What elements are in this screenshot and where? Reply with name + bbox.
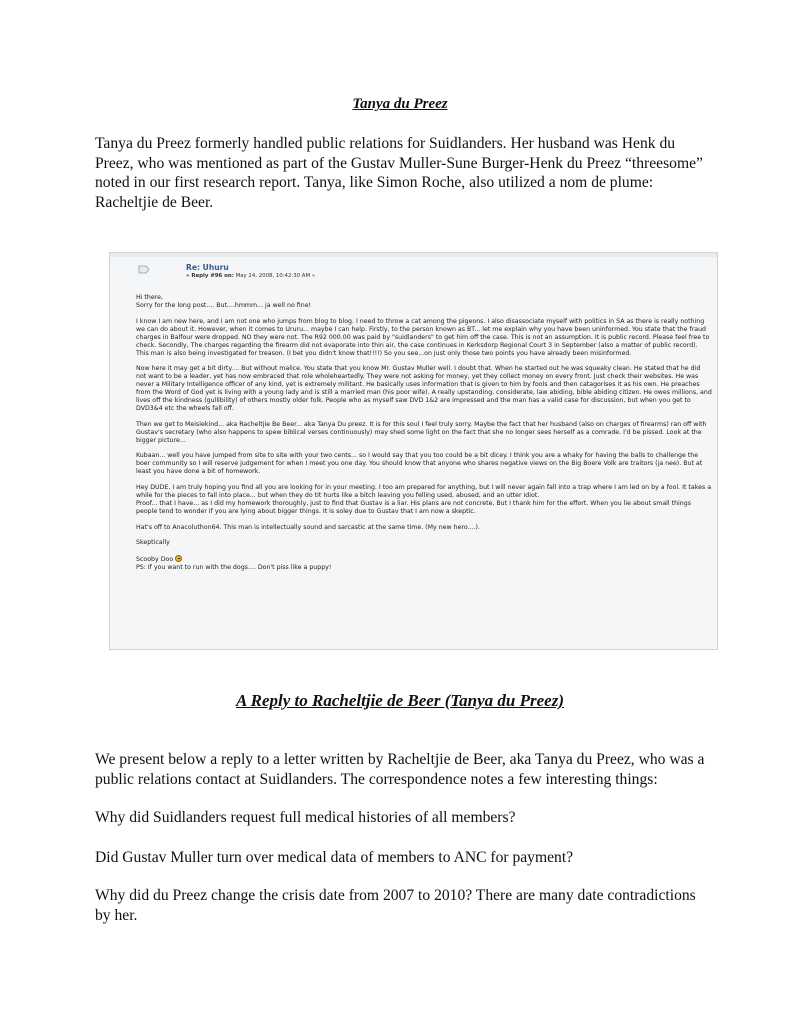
post-paragraph: Hat's off to Anacoluthon64. This man is intellectually sound and sarcastic at the same time. (My new hero....).: [136, 523, 480, 531]
post-paragraph: Now here it may get a bit dirty.... But without malice. You state that you know Mr. Gustav Muller well. I doubt that. When he started out he was squeaky clean. He stated that he did not want to be a leader, yet has now embraced that role wholeheartedly. They were not asking for money, yet they collect money on every front. Just check their websites. He was never a Military Intelligence officer of any kind, yet is extremely militant. He basically uses information that is given to him by fools and then catagorises it as his own. He preaches from the Word of God yet is living with a young lady and is still a married man (his poor wife). A really upstanding, considerate, law abiding, bible abiding citizen. He owes millions, and lives off the kindness (gullibility) of others mostly older folk. People who as myself saw DVD 1&2 are impressed and the man has a valid case for discussion, but when you get to DVD3&4 etc the wheels fall off.: [136, 365, 712, 413]
post-ps: PS: If you want to run with the dogs.... Don't piss like a puppy!: [136, 563, 332, 571]
question-paragraph: Why did Suidlanders request full medical histories of all members?: [95, 809, 516, 826]
post-reply-number: « Reply #96 on:: [186, 273, 234, 279]
post-title[interactable]: Re: Uhuru: [186, 263, 229, 272]
post-date: May 24, 2008, 10:42:30 AM »: [235, 273, 316, 279]
section-heading-reply: A Reply to Racheltjie de Beer (Tanya du Preez): [236, 691, 564, 710]
question-paragraph: Did Gustav Muller turn over medical data of members to ANC for payment?: [95, 849, 574, 866]
post-meta: [186, 273, 315, 279]
post-body: [136, 294, 712, 572]
post-paragraph: Then we get to Meisiekind... aka Racheltjie Be Beer... aka Tanya Du preez. It is for this soul I feel truly sorry. Maybe the fact that her husband (also on charges of firearms) ran off with Gustav's secretary (who also happens to spew biblical verses continuously) may shed some light on the fact that she no longer sees herself as a comrade. I'd be pissed. Look at the bigger picture...: [136, 420, 707, 444]
section-heading-tanya: Tanya du Preez: [352, 96, 448, 112]
post-signature: Scooby Doo: [136, 555, 174, 563]
intro-paragraph: Tanya du Preez formerly handled public relations for Suidlanders. Her husband was Henk du Preez, who was mentioned as part of the Gustav Muller-Sune Burger-Henk du Preez “threesome” noted in our first research report. Tanya, like Simon Roche, also utilized a nom de plume: Racheltjie de Beer.: [95, 135, 703, 211]
post-signature-block: [136, 555, 712, 572]
post-icon: [138, 265, 150, 274]
question-paragraph: Why did du Preez change the crisis date from 2007 to 2010? There are many date contradictions by her.: [95, 887, 696, 924]
post-paragraph: Hi there, Sorry for the long post.... But....hmmm... ja well no fine!: [136, 294, 312, 309]
reply-paragraph: We present below a reply to a letter written by Racheltjie de Beer, aka Tanya du Preez, who was a public relations contact at Suidlanders. The correspondence notes a few interesting things:: [95, 751, 705, 788]
post-paragraph: I know I am new here, and I am not one who jumps from blog to blog. I need to throw a cat among the pigeons. I also disassociate myself with politics in SA as there is really nothing we can do about it. However, when it comes to Ururu... maybe I can help. Firstly, to the person known as BT... let me explain why you have been uninformed. You state that the fraud charges in Balfour were dropped. NO they were not. The R92 000.00 was paid by "suidlanders" to get him off the case. This is not an assumption. It is public record. Please feel free to check. Secondly, The charges regarding the firearm did not evaporate into thin air, the case continues in Kerksdorp Regional Court 3 in September (also a matter of public record). This man is also being investigated for treason. (I bet you didn't know that!!!!) So you see...on just only those two points you have already been misinformed.: [136, 317, 710, 357]
smiley-icon: [175, 555, 182, 562]
forum-top-bar: [110, 253, 717, 257]
post-paragraph: Kubaan... well you have jumped from site to site with your two cents... so I would say that you too could be a bit dicey. I think you are a whaky for having the balls to challenge the boer community so I will reserve judgement for when I meet you one day. You should know that anyone who shares negative views on the Big Boere Volk are traitors (ja nee). But at least you have done a bit of homework.: [136, 452, 703, 476]
post-paragraph: Skeptically: [136, 539, 170, 547]
post-paragraph: Hey DUDE, I am truly hoping you find all you are looking for in your meeting. I too am prepared for anything, but I will never again fall into a trap where I am led on by a fool. It takes a while for the pieces to fall into place... but when they do tit hurts like a bitch leaving you felling used, abused, and an utter idiot. Proof... that I have... as I did my homework thoroughly, just to find that Gustav is a liar. His plans are not concrete, But I thank him for the effort. When you lie about small things people tend to wonder if you are lying about bigger things. It is soley due to Gustav that I am now a skeptic.: [136, 483, 712, 515]
forum-post-screenshot: [109, 252, 718, 650]
